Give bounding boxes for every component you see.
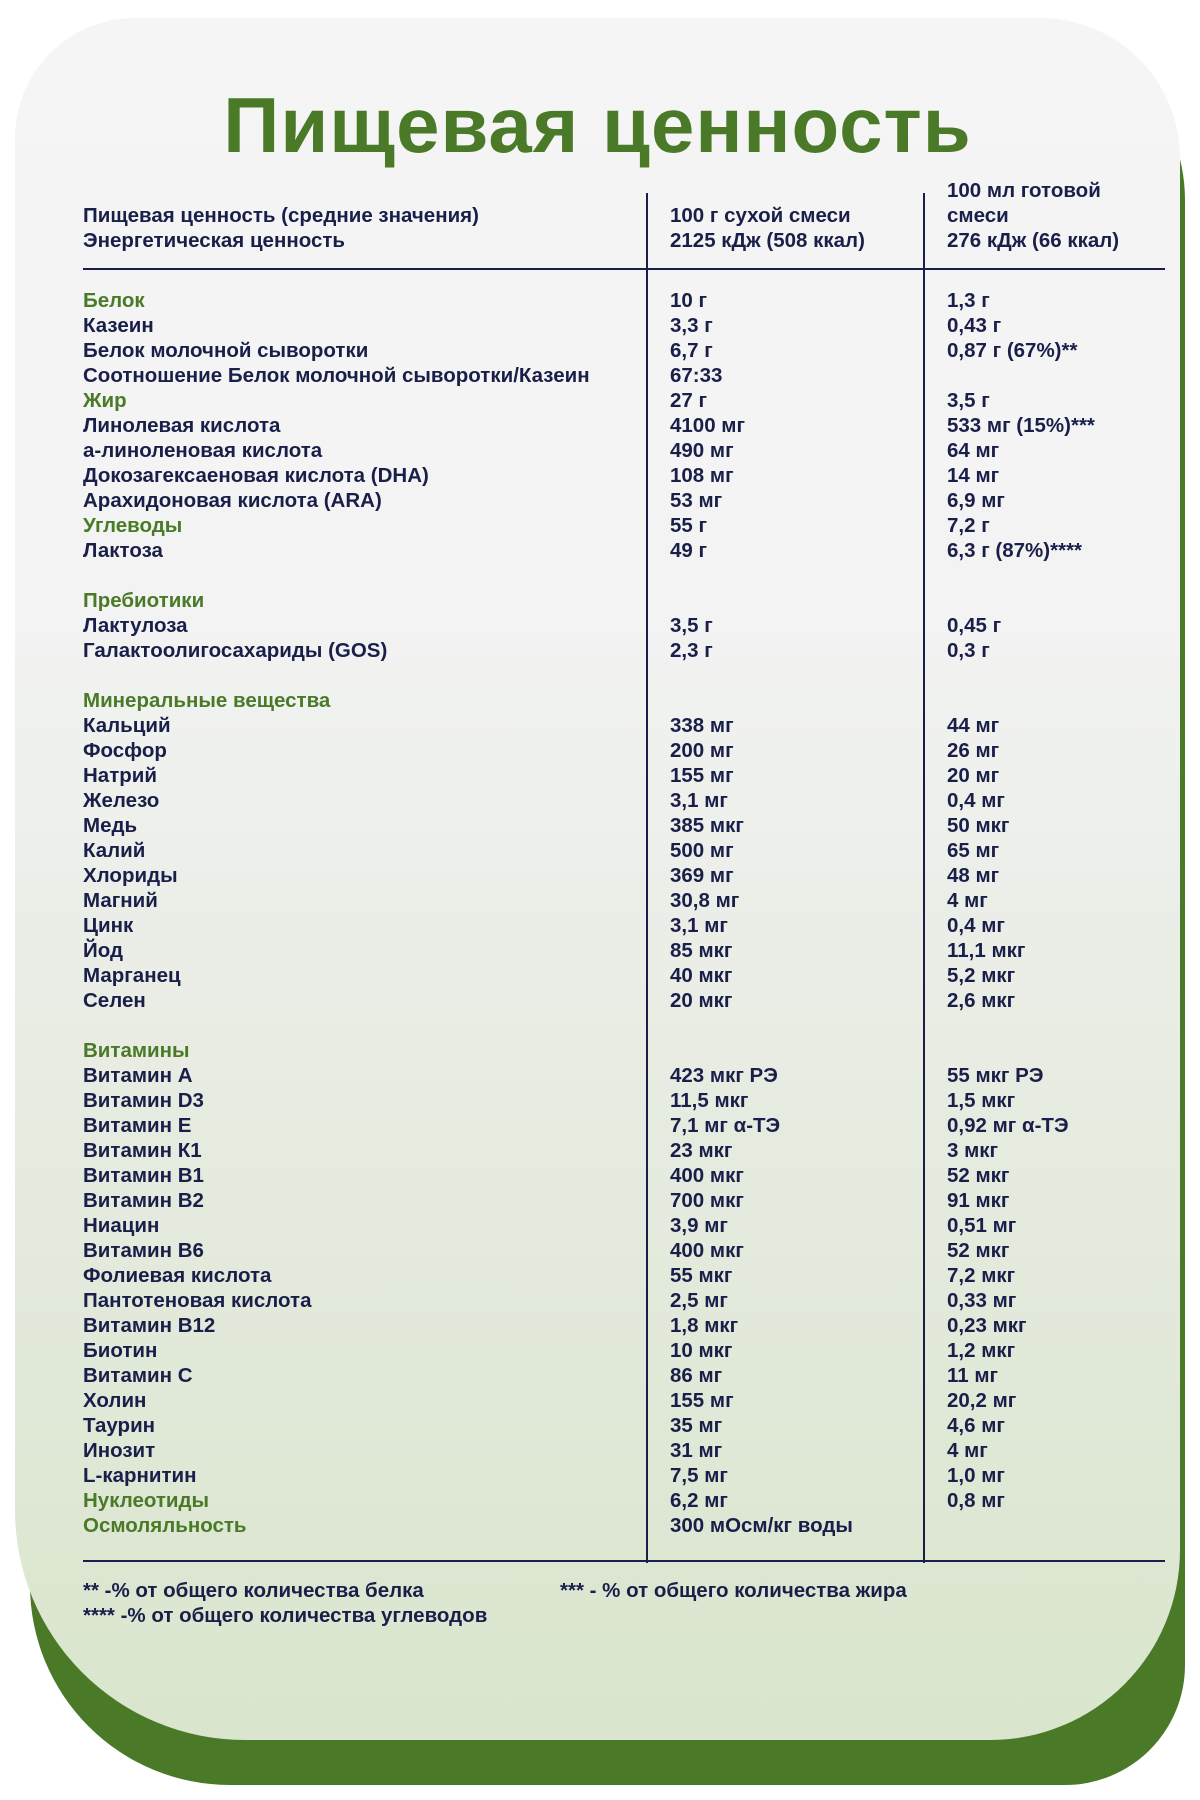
header-dry-line1: 100 г сухой смеси <box>670 204 851 227</box>
row-value-ready: 0,23 мкг <box>947 1314 1027 1337</box>
row-label: Галактоолигосахариды (GOS) <box>83 639 388 662</box>
section-row <box>15 288 1180 313</box>
table-row <box>15 838 1180 863</box>
row-value-dry: 53 мг <box>670 489 723 512</box>
section-row <box>15 588 1180 613</box>
table-row <box>15 463 1180 488</box>
table-row <box>15 813 1180 838</box>
row-label: Витамин D3 <box>83 1089 204 1112</box>
row-label: Докозагексаеновая кислота (DHA) <box>83 464 429 487</box>
row-value-ready: 0,92 мг α-ТЭ <box>947 1114 1069 1137</box>
row-value-dry: 10 мкг <box>670 1339 733 1362</box>
row-value-ready: 3,5 г <box>947 389 990 412</box>
row-value-ready: 20 мг <box>947 764 1000 787</box>
table-row <box>15 1438 1180 1463</box>
table-row <box>15 1163 1180 1188</box>
row-value-dry: 1,8 мкг <box>670 1314 739 1337</box>
row-label: Казеин <box>83 314 154 337</box>
row-value-ready: 1,5 мкг <box>947 1089 1016 1112</box>
table-row <box>15 713 1180 738</box>
row-value-ready: 4 мг <box>947 889 988 912</box>
table-row <box>15 863 1180 888</box>
row-value-ready: 533 мг (15%)*** <box>947 414 1095 437</box>
row-value-dry: 155 мг <box>670 764 734 787</box>
row-value-ready: 64 мг <box>947 439 1000 462</box>
row-value-ready: 0,4 мг <box>947 789 1005 812</box>
row-value-ready: 0,51 мг <box>947 1214 1017 1237</box>
row-value-ready: 0,4 мг <box>947 914 1005 937</box>
row-value-ready: 0,43 г <box>947 314 1002 337</box>
row-label: Минеральные вещества <box>83 689 331 712</box>
table-row <box>15 788 1180 813</box>
row-spacer <box>15 663 1180 688</box>
table-row <box>15 488 1180 513</box>
row-label: Йод <box>83 939 123 962</box>
page-title: Пищевая ценность <box>223 81 972 169</box>
table-row <box>15 1338 1180 1363</box>
row-label: Медь <box>83 814 138 837</box>
row-label: Ниацин <box>83 1214 160 1237</box>
row-value-ready: 20,2 мг <box>947 1389 1017 1412</box>
row-value-dry: 490 мг <box>670 439 734 462</box>
row-value-ready: 2,6 мкг <box>947 989 1016 1012</box>
row-value-ready: 48 мг <box>947 864 1000 887</box>
section-row <box>15 1038 1180 1063</box>
table-row <box>15 638 1180 663</box>
row-value-dry: 3,1 мг <box>670 914 728 937</box>
row-value-dry: 3,5 г <box>670 614 713 637</box>
header-col-name <box>83 203 479 253</box>
table-row <box>15 313 1180 338</box>
row-value-ready: 44 мг <box>947 714 1000 737</box>
table-row <box>15 963 1180 988</box>
row-value-ready: 6,3 г (87%)**** <box>947 539 1083 562</box>
row-label: Витамин В2 <box>83 1189 204 1212</box>
row-label: Витамин А <box>83 1064 193 1087</box>
row-label: Таурин <box>83 1414 156 1437</box>
row-label: Фосфор <box>83 739 167 762</box>
header-ready-line1: 100 мл готовой <box>947 179 1101 202</box>
table-row <box>15 338 1180 363</box>
row-value-dry: 40 мкг <box>670 964 733 987</box>
row-value-ready: 4,6 мг <box>947 1414 1005 1437</box>
row-value-dry: 27 г <box>670 389 708 412</box>
row-value-ready: 4 мг <box>947 1439 988 1462</box>
row-label: Углеводы <box>83 514 183 537</box>
table-row <box>15 738 1180 763</box>
table-row <box>15 1113 1180 1138</box>
row-label: Витамин Е <box>83 1114 192 1137</box>
row-value-dry: 2,5 мг <box>670 1289 728 1312</box>
row-value-ready: 52 мкг <box>947 1164 1010 1187</box>
row-value-ready: 0,8 мг <box>947 1489 1005 1512</box>
row-label: Белок молочной сыворотки <box>83 339 369 362</box>
row-value-ready: 6,9 мг <box>947 489 1005 512</box>
row-value-dry: 55 мкг <box>670 1264 733 1287</box>
row-value-ready: 1,0 мг <box>947 1464 1005 1487</box>
row-label: Холин <box>83 1389 147 1412</box>
row-value-dry: 31 мг <box>670 1439 723 1462</box>
section-row <box>15 1488 1180 1513</box>
row-label: Линолевая кислота <box>83 414 281 437</box>
table-row <box>15 1188 1180 1213</box>
row-label: Биотин <box>83 1339 158 1362</box>
row-value-dry: 86 мг <box>670 1364 723 1387</box>
row-value-dry: 300 мОсм/кг воды <box>670 1514 853 1537</box>
table-row <box>15 1463 1180 1488</box>
row-value-ready: 55 мкг РЭ <box>947 1064 1044 1087</box>
row-value-ready: 0,33 мг <box>947 1289 1017 1312</box>
section-row <box>15 1513 1180 1538</box>
section-row <box>15 688 1180 713</box>
table-row <box>15 1063 1180 1088</box>
header-col-ready <box>947 178 1119 253</box>
row-value-ready: 52 мкг <box>947 1239 1010 1262</box>
section-row <box>15 513 1180 538</box>
table-row <box>15 613 1180 638</box>
row-label: а-линоленовая кислота <box>83 439 323 462</box>
row-value-dry: 3,1 мг <box>670 789 728 812</box>
row-value-dry: 338 мг <box>670 714 734 737</box>
row-value-dry: 423 мкг РЭ <box>670 1064 778 1087</box>
row-value-dry: 10 г <box>670 289 708 312</box>
row-value-dry: 4100 мг <box>670 414 746 437</box>
row-label: Жир <box>83 389 127 412</box>
row-label: Пребиотики <box>83 589 205 612</box>
footnote-fat: *** - % от общего количества жира <box>560 1579 907 1602</box>
row-value-dry: 700 мкг <box>670 1189 744 1212</box>
row-value-dry: 35 мг <box>670 1414 723 1437</box>
table-row <box>15 888 1180 913</box>
row-label: Инозит <box>83 1439 156 1462</box>
row-value-ready: 26 мг <box>947 739 1000 762</box>
footnote-protein: ** -% от общего количества белка <box>83 1579 424 1602</box>
row-value-dry: 49 г <box>670 539 708 562</box>
row-value-ready: 50 мкг <box>947 814 1010 837</box>
row-value-ready: 14 мг <box>947 464 1000 487</box>
row-label: Цинк <box>83 914 134 937</box>
table-row <box>15 1213 1180 1238</box>
table-row <box>15 1413 1180 1438</box>
row-value-dry: 67:33 <box>670 364 723 387</box>
table-row <box>15 1288 1180 1313</box>
table-row <box>15 413 1180 438</box>
table-row <box>15 763 1180 788</box>
row-label: Соотношение Белок молочной сыворотки/Казеин <box>83 364 590 387</box>
row-value-dry: 20 мкг <box>670 989 733 1012</box>
header-ready-line3: 276 кДж (66 ккал) <box>947 229 1120 252</box>
row-label: Лактулоза <box>83 614 188 637</box>
row-value-ready: 65 мг <box>947 839 1000 862</box>
table-row <box>15 1088 1180 1113</box>
row-value-dry: 155 мг <box>670 1389 734 1412</box>
row-value-ready: 11,1 мкг <box>947 939 1026 962</box>
nutrition-card <box>15 18 1180 1740</box>
row-label: Кальций <box>83 714 171 737</box>
row-label: Осмоляльность <box>83 1514 247 1537</box>
row-value-dry: 7,5 мг <box>670 1464 728 1487</box>
row-value-dry: 23 мкг <box>670 1139 733 1162</box>
row-value-ready: 1,2 мкг <box>947 1339 1016 1362</box>
table-row <box>15 1363 1180 1388</box>
row-label: Пантотеновая кислота <box>83 1289 312 1312</box>
table-row <box>15 1138 1180 1163</box>
row-label: Магний <box>83 889 158 912</box>
table-row <box>15 1313 1180 1338</box>
row-value-ready: 3 мкг <box>947 1139 999 1162</box>
row-value-dry: 385 мкг <box>670 814 744 837</box>
row-label: Витамины <box>83 1039 190 1062</box>
row-label: Витамин В12 <box>83 1314 216 1337</box>
row-value-dry: 55 г <box>670 514 708 537</box>
row-label: Железо <box>83 789 160 812</box>
row-value-ready: 0,87 г (67%)** <box>947 339 1078 362</box>
row-value-dry: 85 мкг <box>670 939 733 962</box>
row-spacer <box>15 1013 1180 1038</box>
table-row <box>15 913 1180 938</box>
table-row <box>15 1388 1180 1413</box>
header-dry-line2: 2125 кДж (508 ккал) <box>670 229 865 252</box>
header-divider <box>83 268 1165 270</box>
row-value-dry: 108 мг <box>670 464 734 487</box>
row-label: Витамин С <box>83 1364 193 1387</box>
row-label: Витамин В1 <box>83 1164 204 1187</box>
table-row <box>15 988 1180 1013</box>
row-label: Хлориды <box>83 864 178 887</box>
row-value-dry: 6,2 мг <box>670 1489 728 1512</box>
row-value-ready: 91 мкг <box>947 1189 1010 1212</box>
table-row <box>15 363 1180 388</box>
row-value-dry: 30,8 мг <box>670 889 740 912</box>
section-row <box>15 388 1180 413</box>
header-ready-line2: смеси <box>947 204 1009 227</box>
footer-divider <box>83 1560 1165 1562</box>
row-value-dry: 3,3 г <box>670 314 713 337</box>
row-value-dry: 7,1 мг α-ТЭ <box>670 1114 781 1137</box>
row-value-dry: 6,7 г <box>670 339 713 362</box>
table-row <box>15 938 1180 963</box>
row-label: Селен <box>83 989 146 1012</box>
table-row <box>15 1263 1180 1288</box>
row-label: Витамин В6 <box>83 1239 204 1262</box>
header-name-line1: Пищевая ценность (средние значения) <box>83 204 479 227</box>
header-col-dry <box>670 203 865 253</box>
header-name-line2: Энергетическая ценность <box>83 229 346 252</box>
row-value-dry: 400 мкг <box>670 1164 744 1187</box>
row-value-dry: 200 мг <box>670 739 734 762</box>
row-label: Натрий <box>83 764 157 787</box>
row-value-dry: 369 мг <box>670 864 734 887</box>
row-label: Фолиевая кислота <box>83 1264 272 1287</box>
row-value-dry: 3,9 мг <box>670 1214 728 1237</box>
row-label: Лактоза <box>83 539 163 562</box>
row-value-dry: 400 мкг <box>670 1239 744 1262</box>
table-row <box>15 438 1180 463</box>
row-label: Арахидоновая кислота (ARA) <box>83 489 382 512</box>
row-value-ready: 0,3 г <box>947 639 990 662</box>
row-spacer <box>15 563 1180 588</box>
row-value-ready: 7,2 мкг <box>947 1264 1016 1287</box>
row-label: Калий <box>83 839 146 862</box>
row-value-dry: 2,3 г <box>670 639 713 662</box>
table-row <box>15 1238 1180 1263</box>
nutrition-table <box>15 288 1180 1538</box>
row-value-dry: 500 мг <box>670 839 734 862</box>
footnote-carbs: **** -% от общего количества углеводов <box>83 1604 488 1627</box>
row-label: L-карнитин <box>83 1464 197 1487</box>
row-value-ready: 0,45 г <box>947 614 1002 637</box>
row-label: Нуклеотиды <box>83 1489 210 1512</box>
row-label: Витамин К1 <box>83 1139 202 1162</box>
row-value-dry: 11,5 мкг <box>670 1089 749 1112</box>
row-value-ready: 5,2 мкг <box>947 964 1016 987</box>
table-row <box>15 538 1180 563</box>
row-value-ready: 1,3 г <box>947 289 990 312</box>
row-label: Марганец <box>83 964 181 987</box>
row-value-ready: 7,2 г <box>947 514 990 537</box>
row-value-ready: 11 мг <box>947 1364 999 1387</box>
row-label: Белок <box>83 289 145 312</box>
